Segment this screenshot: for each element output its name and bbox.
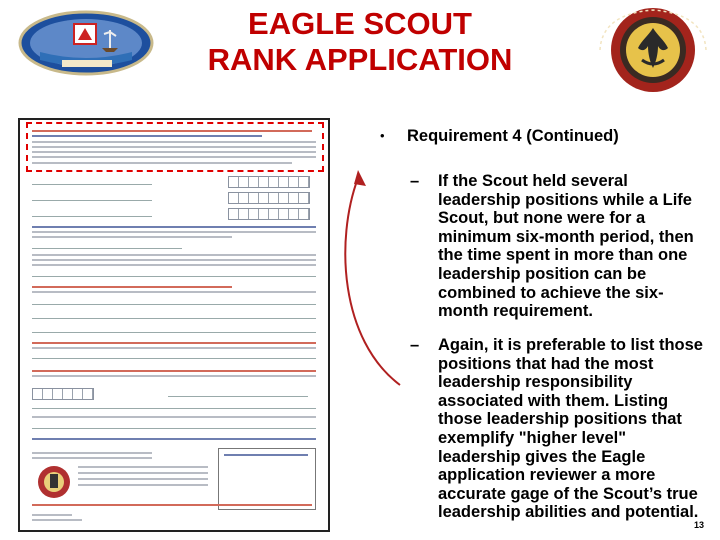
slide-title	[150, 6, 570, 78]
sub-point-2	[410, 336, 710, 532]
application-form-thumbnail	[18, 118, 330, 532]
sub-point-2-dash: –	[410, 336, 420, 354]
page-number: 13	[694, 520, 705, 530]
pointer-arrow-icon	[300, 150, 410, 390]
requirement-4-highlight	[26, 122, 324, 172]
gulf-coast-council-patch-icon	[18, 10, 154, 76]
form-page-content	[28, 126, 320, 524]
sub-point-1-text: If the Scout held several leadership positions while a Life Scout, but none were for a minimum six-month period, then the time spent in more than one leadership position can be combined to achieve the six-month requirement.	[438, 172, 694, 321]
bullet-marker: •	[380, 128, 385, 143]
seal-icon	[36, 464, 72, 500]
sub-point-1	[410, 172, 710, 322]
sub-point-1-dash: –	[410, 172, 420, 190]
title-line-2: RANK APPLICATION	[207, 42, 513, 77]
sub-point-2-text: Again, it is preferable to list those positions that had the most leadership responsibility associated with them. Listing those leadership positions that exemplify "higher level" leadership gives the Eagle application reviewer a more accurate gage of the Scout’s true leadership abilities and potential.	[438, 336, 703, 522]
on-my-honor-emblem-icon	[592, 6, 714, 94]
requirement-heading: Requirement 4 (Continued)	[407, 127, 619, 145]
title-line-1: EAGLE SCOUT	[248, 6, 472, 41]
